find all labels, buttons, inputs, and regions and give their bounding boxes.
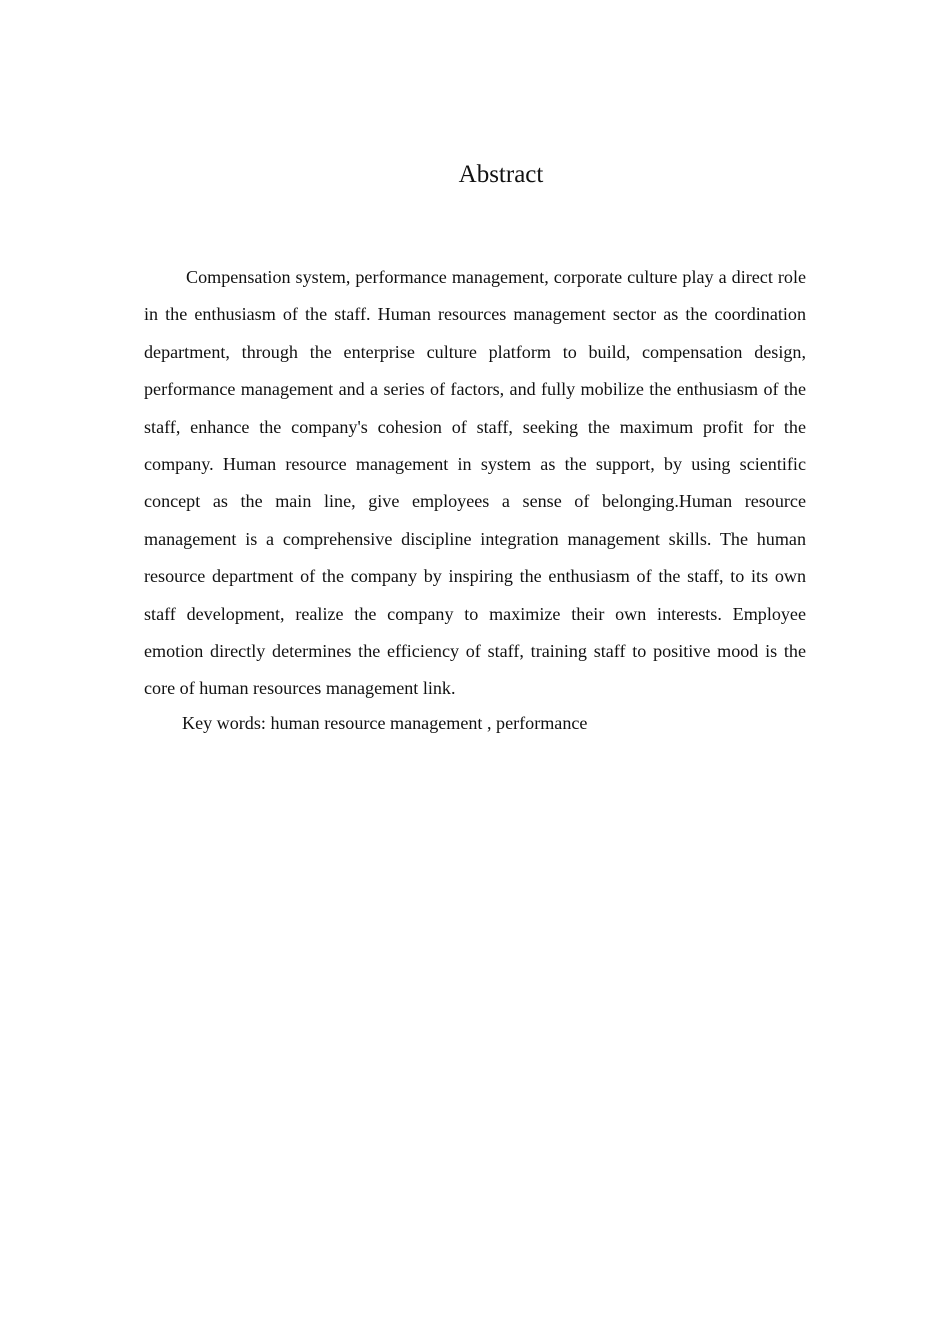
abstract-paragraph: Compensation system, performance management, corporate culture play a direct role in the enthusiasm of the staff. Human resources management sector as the coordination department, through the enterprise culture platform to build, compensation design, performance management and a series of factors, and fully mobilize the enthusiasm of the staff, enhance the company's cohesion of staff, seeking the maximum profit for the company. Human resource management in system as the support, by using scientific concept as the main line, give employees a sense of belonging.Human resource management is a comprehensive discipline integration management skills. The human resource department of the company by inspiring the enthusiasm of the staff, to its own staff development, realize the company to maximize their own interests. Employee emotion directly determines the efficiency of staff, training staff to positive mood is the core of human resources management link. bbox=[144, 267, 806, 699]
keywords-line: Key words: human resource management , performance bbox=[182, 713, 588, 733]
abstract-title: Abstract bbox=[458, 161, 544, 188]
